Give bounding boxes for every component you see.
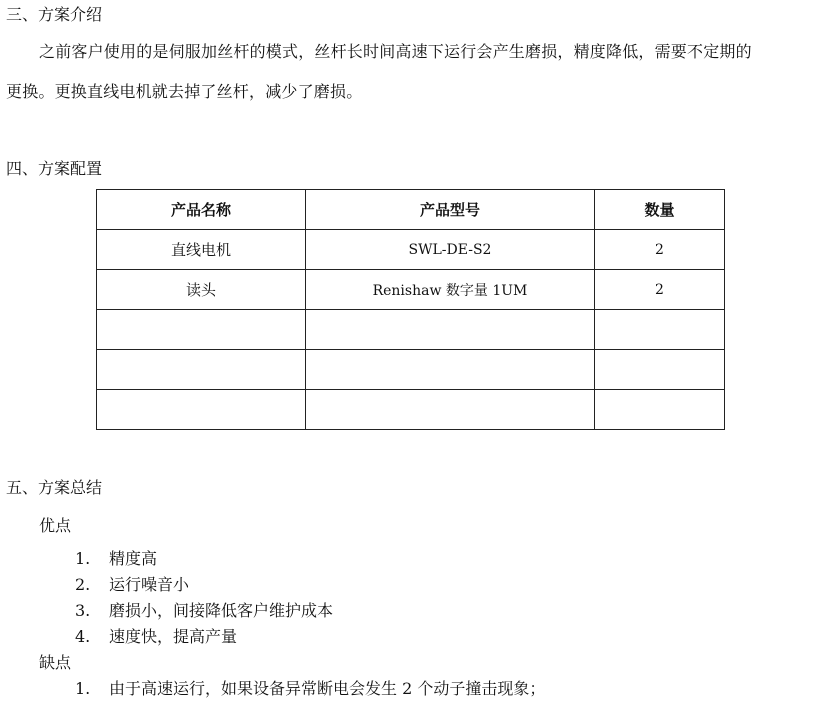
table-row: [97, 350, 725, 390]
section-3-paragraph-line-1: 之前客户使用的是伺服加丝杆的模式，丝杆长时间高速下运行会产生磨损，精度降低，需要不定期的: [39, 42, 752, 61]
cons-label: 缺点: [39, 653, 72, 672]
table-cell: 读头: [97, 270, 306, 310]
table-cell: [595, 390, 725, 430]
table-cell: [97, 310, 306, 350]
pros-item-text: 磨损小，间接降低客户维护成本: [109, 601, 334, 620]
config-table: [96, 189, 725, 430]
table-row: [97, 270, 725, 310]
table-cell: 2: [595, 270, 725, 310]
table-cell: Renishaw 数字量 1UM: [306, 270, 595, 310]
table-row: [97, 230, 725, 270]
table-cell: 直线电机: [97, 230, 306, 270]
table-row: [97, 390, 725, 430]
table-cell: [595, 310, 725, 350]
pros-item-number: 3.: [75, 601, 91, 620]
cons-item-number: 1.: [75, 679, 91, 698]
pros-item-number: 1.: [75, 549, 91, 568]
table-cell: [97, 390, 306, 430]
section-3-heading: 三、方案介绍: [6, 5, 103, 24]
table-cell: [97, 350, 306, 390]
section-3-paragraph-line-2: 更换。更换直线电机就去掉了丝杆，减少了磨损。: [6, 82, 363, 101]
pros-item-text: 精度高: [109, 549, 158, 568]
table-header-row: [97, 190, 725, 230]
table-cell: 2: [595, 230, 725, 270]
pros-item-text: 运行噪音小: [109, 575, 190, 594]
table-cell: [306, 310, 595, 350]
table-cell: [306, 350, 595, 390]
pros-item-text: 速度快，提高产量: [109, 627, 238, 646]
cons-item-text: 由于高速运行，如果设备异常断电会发生 2 个动子撞击现象；: [109, 679, 546, 698]
section-5-heading: 五、方案总结: [6, 478, 103, 497]
header-product-model: 产品型号: [306, 190, 595, 230]
table-cell: [595, 350, 725, 390]
section-4-heading: 四、方案配置: [6, 159, 103, 178]
table-cell: [306, 390, 595, 430]
table-row: [97, 310, 725, 350]
header-quantity: 数量: [595, 190, 725, 230]
pros-label: 优点: [39, 516, 72, 535]
pros-item-number: 2.: [75, 575, 91, 594]
pros-item-number: 4.: [75, 627, 91, 646]
header-product-name: 产品名称: [97, 190, 306, 230]
table-cell: SWL-DE-S2: [306, 230, 595, 270]
